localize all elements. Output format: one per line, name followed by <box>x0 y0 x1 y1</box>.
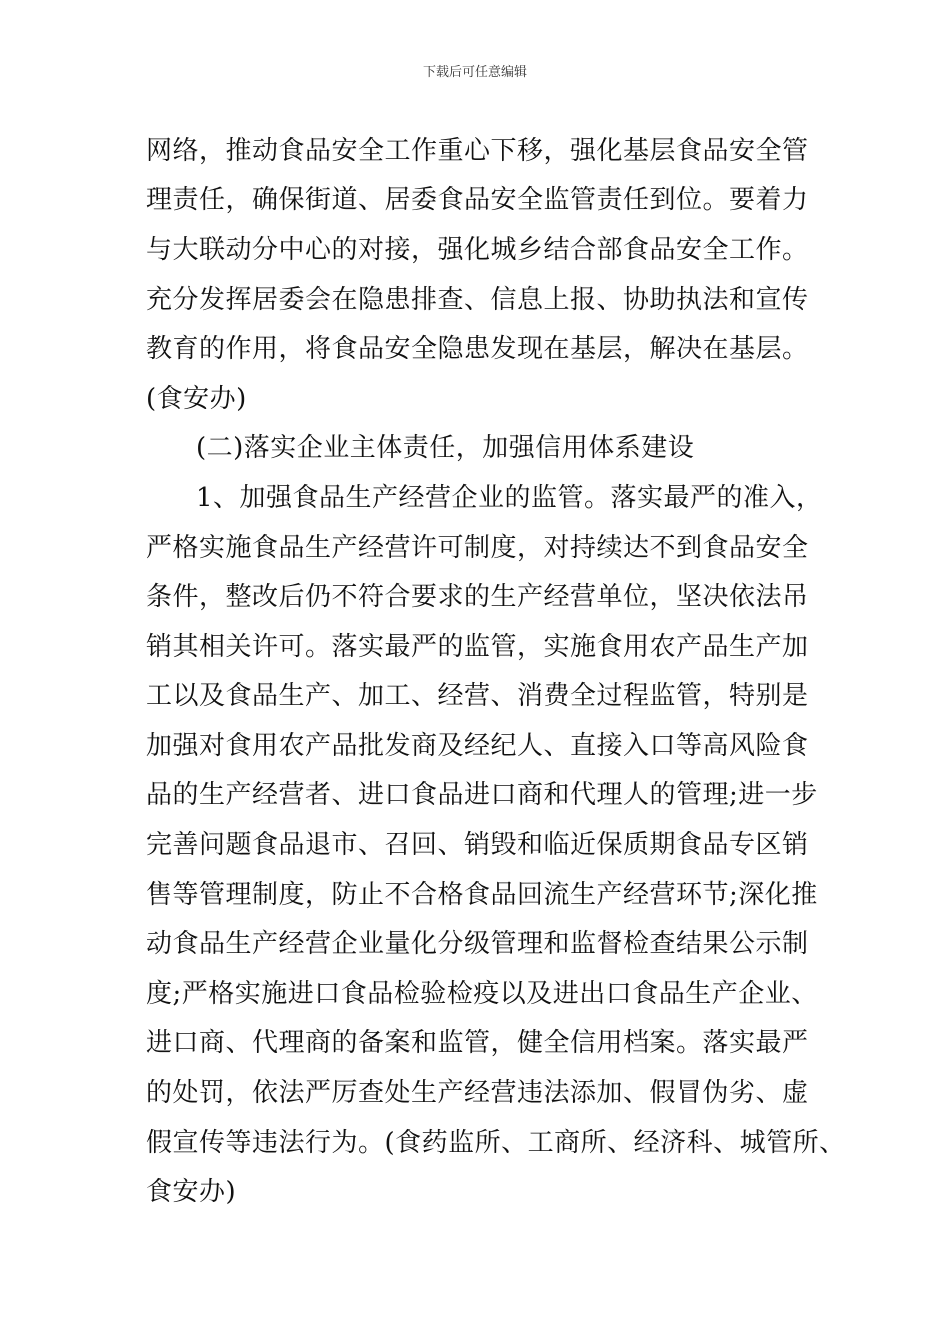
text-line: 售等管理制度，防止不合格食品回流生产经营环节;深化推 <box>146 880 818 910</box>
text-line: 1、加强食品生产经营企业的监管。落实最严的准入， <box>196 483 823 513</box>
page-header: 下载后可任意编辑 <box>422 65 527 80</box>
text-line: 进口商、代理商的备案和监管，健全信用档案。落实最严 <box>146 1028 809 1058</box>
text-line: 理责任，确保街道、居委食品安全监管责任到位。要着力 <box>146 185 809 215</box>
text-line: 条件，整改后仍不符合要求的生产经营单位，坚决依法吊 <box>146 582 809 612</box>
text-line: 食安办) <box>146 1177 237 1207</box>
text-line: (食安办) <box>146 384 247 414</box>
section-heading: (二)落实企业主体责任，加强信用体系建设 <box>196 433 695 463</box>
text-line: 假宣传等违法行为。(食药监所、工商所、经济科、城管所、 <box>146 1128 846 1158</box>
text-line: 完善问题食品退市、召回、销毁和临近保质期食品专区销 <box>146 830 809 860</box>
text-line: 网络，推动食品安全工作重心下移，强化基层食品安全管 <box>146 136 809 166</box>
text-line: 品的生产经营者、进口食品进口商和代理人的管理;进一步 <box>146 780 818 810</box>
text-line: 的处罚，依法严厉查处生产经营违法添加、假冒伪劣、虚 <box>146 1078 809 1108</box>
text-line: 度;严格实施进口食品检验检疫以及进出口食品生产企业、 <box>146 979 818 1009</box>
text-line: 教育的作用，将食品安全隐患发现在基层，解决在基层。 <box>146 334 809 364</box>
text-line: 加强对食用农产品批发商及经纪人、直接入口等高风险食 <box>146 731 809 761</box>
text-line: 工以及食品生产、加工、经营、消费全过程监管，特别是 <box>146 681 809 711</box>
text-line: 销其相关许可。落实最严的监管，实施食用农产品生产加 <box>146 632 809 662</box>
text-line: 与大联动分中心的对接，强化城乡结合部食品安全工作。 <box>146 235 809 265</box>
text-line: 动食品生产经营企业量化分级管理和监督检查结果公示制 <box>146 929 809 959</box>
text-line: 严格实施食品生产经营许可制度，对持续达不到食品安全 <box>146 533 809 563</box>
text-line: 充分发挥居委会在隐患排查、信息上报、协助执法和宣传 <box>146 285 809 315</box>
